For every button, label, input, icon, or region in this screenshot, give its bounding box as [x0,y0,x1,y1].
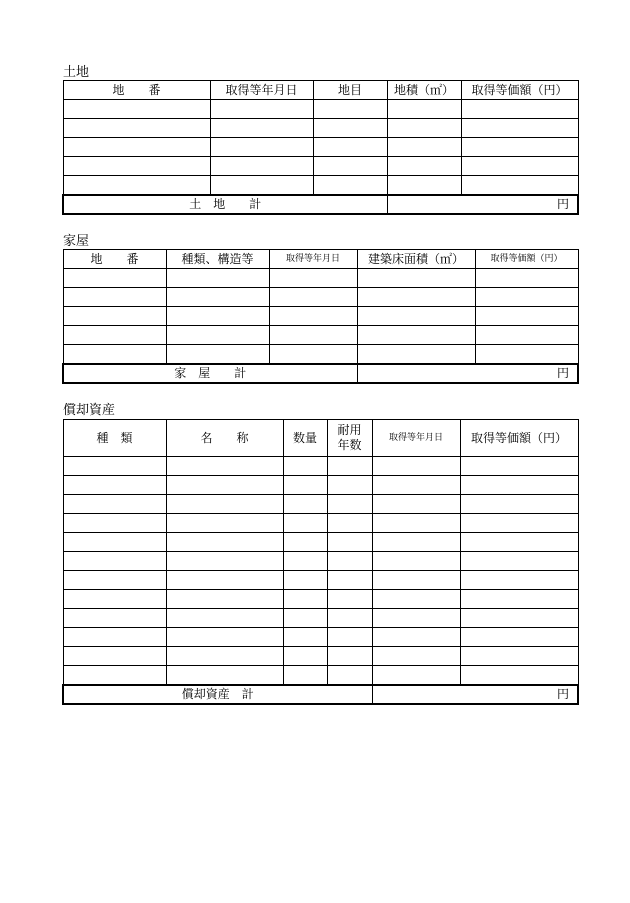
table-cell[interactable] [460,552,578,571]
depreciable-header-type: 種 類 [63,420,166,457]
land-total-row [63,195,578,214]
table-cell[interactable] [166,288,269,307]
table-cell[interactable] [63,533,166,552]
table-cell[interactable] [387,176,461,195]
depreciable-header-name: 名 称 [166,420,283,457]
house-header-acquisition-date: 取得等年月日 [269,250,357,269]
table-cell[interactable] [357,269,475,288]
table-row [63,514,578,533]
table-row [63,476,578,495]
table-cell[interactable] [283,628,327,647]
table-row [63,647,578,666]
table-cell[interactable] [387,119,461,138]
table-cell[interactable] [166,269,269,288]
table-cell[interactable] [460,590,578,609]
table-cell[interactable] [269,326,357,345]
table-row [63,666,578,685]
table-cell[interactable] [283,609,327,628]
table-cell[interactable] [327,666,372,685]
table-cell[interactable] [387,100,461,119]
table-cell[interactable] [63,345,166,364]
table-cell[interactable] [327,495,372,514]
table-cell[interactable] [327,590,372,609]
depreciable-header-quantity: 数量 [283,420,327,457]
table-row [63,157,578,176]
table-cell[interactable] [166,307,269,326]
table-cell[interactable] [327,552,372,571]
land-header-land-category: 地目 [313,81,387,100]
table-cell[interactable] [283,533,327,552]
table-cell[interactable] [357,326,475,345]
house-header-acquisition-value: 取得等価額（円） [475,250,578,269]
depreciable-header-acquisition-value: 取得等価額（円） [460,420,578,457]
table-cell[interactable] [166,571,283,590]
table-cell[interactable] [357,345,475,364]
table-cell[interactable] [372,514,460,533]
table-cell[interactable] [63,495,166,514]
table-cell[interactable] [460,476,578,495]
table-cell[interactable] [63,457,166,476]
table-cell[interactable] [387,157,461,176]
table-cell[interactable] [461,119,578,138]
table-cell[interactable] [63,571,166,590]
table-cell[interactable] [63,157,210,176]
table-cell[interactable] [327,514,372,533]
table-cell[interactable] [63,176,210,195]
table-row [63,138,578,157]
table-cell[interactable] [283,495,327,514]
table-row [63,176,578,195]
table-cell[interactable] [63,138,210,157]
table-cell[interactable] [460,647,578,666]
table-row [63,552,578,571]
table-cell[interactable] [283,476,327,495]
table-row [63,307,578,326]
table-cell[interactable] [283,666,327,685]
table-cell[interactable] [357,288,475,307]
land-table [62,80,579,215]
table-row [63,100,578,119]
house-total-row [63,364,578,383]
table-cell[interactable] [63,119,210,138]
table-cell[interactable] [63,590,166,609]
land-header-area: 地積（㎡） [387,81,461,100]
table-cell[interactable] [372,476,460,495]
house-total-label: 家 屋 計 [63,364,357,383]
table-cell[interactable] [283,514,327,533]
table-cell[interactable] [166,495,283,514]
table-cell[interactable] [372,495,460,514]
house-header-type-structure: 種類、構造等 [166,250,269,269]
depreciable-header-useful-life: 耐用年数 [327,420,372,457]
table-cell[interactable] [166,345,269,364]
table-cell[interactable] [475,269,578,288]
table-row [63,288,578,307]
table-cell[interactable] [63,514,166,533]
table-cell[interactable] [460,514,578,533]
table-cell[interactable] [63,307,166,326]
table-cell[interactable] [475,288,578,307]
table-cell[interactable] [372,533,460,552]
table-cell[interactable] [63,628,166,647]
table-cell[interactable] [461,176,578,195]
table-cell[interactable] [313,176,387,195]
table-row [63,457,578,476]
table-cell[interactable] [313,119,387,138]
table-cell[interactable] [166,609,283,628]
depreciable-total-label: 償却資産 計 [63,685,372,704]
table-cell[interactable] [372,590,460,609]
table-row [63,533,578,552]
table-cell[interactable] [327,609,372,628]
table-cell[interactable] [283,552,327,571]
table-row [63,609,578,628]
table-cell[interactable] [210,176,313,195]
table-cell[interactable] [63,476,166,495]
table-cell[interactable] [166,628,283,647]
table-row [63,345,578,364]
table-cell[interactable] [269,269,357,288]
table-cell[interactable] [63,326,166,345]
table-cell[interactable] [475,307,578,326]
table-row [63,495,578,514]
table-cell[interactable] [166,552,283,571]
table-cell[interactable] [63,100,210,119]
table-cell[interactable] [460,666,578,685]
table-row [63,571,578,590]
table-row [63,119,578,138]
land-header-acquisition-date: 取得等年月日 [210,81,313,100]
table-cell[interactable] [269,307,357,326]
table-cell[interactable] [327,571,372,590]
table-cell[interactable] [210,157,313,176]
table-cell[interactable] [63,647,166,666]
table-cell[interactable] [461,157,578,176]
table-cell[interactable] [166,666,283,685]
table-cell[interactable] [372,609,460,628]
table-cell[interactable] [166,533,283,552]
table-cell[interactable] [269,345,357,364]
table-cell[interactable] [63,609,166,628]
table-cell[interactable] [269,288,357,307]
table-row [63,590,578,609]
land-total-value[interactable]: 円 [387,195,578,214]
table-cell[interactable] [372,571,460,590]
table-cell[interactable] [313,138,387,157]
land-section-title: 土地 [63,65,90,80]
table-cell[interactable] [461,100,578,119]
table-cell[interactable] [210,138,313,157]
table-cell[interactable] [210,100,313,119]
table-cell[interactable] [313,157,387,176]
table-cell[interactable] [327,476,372,495]
table-cell[interactable] [166,476,283,495]
table-cell[interactable] [63,552,166,571]
depreciable-total-row [63,685,578,704]
table-cell[interactable] [372,647,460,666]
table-cell[interactable] [63,288,166,307]
table-cell[interactable] [475,345,578,364]
depreciable-table [62,419,579,705]
house-header-row [63,250,578,269]
house-total-value[interactable]: 円 [357,364,578,383]
table-row [63,326,578,345]
table-cell[interactable] [63,666,166,685]
table-cell[interactable] [460,571,578,590]
table-cell[interactable] [460,628,578,647]
table-cell[interactable] [166,326,269,345]
table-cell[interactable] [283,457,327,476]
table-cell[interactable] [461,138,578,157]
land-header-acquisition-value: 取得等価額（円） [461,81,578,100]
table-cell[interactable] [63,269,166,288]
table-cell[interactable] [327,533,372,552]
land-header-lot-number: 地 番 [63,81,210,100]
table-cell[interactable] [327,647,372,666]
table-cell[interactable] [166,590,283,609]
table-cell[interactable] [327,457,372,476]
table-cell[interactable] [460,495,578,514]
table-cell[interactable] [460,457,578,476]
land-total-label: 土 地 計 [63,195,387,214]
table-cell[interactable] [210,119,313,138]
table-row [63,269,578,288]
table-cell[interactable] [166,514,283,533]
depreciable-header-row [63,420,578,457]
table-cell[interactable] [166,647,283,666]
table-row [63,628,578,647]
table-cell[interactable] [327,628,372,647]
house-header-lot-number: 地 番 [63,250,166,269]
table-cell[interactable] [283,647,327,666]
table-cell[interactable] [460,609,578,628]
table-cell[interactable] [357,307,475,326]
table-cell[interactable] [313,100,387,119]
house-section-title: 家屋 [63,234,90,249]
land-header-row [63,81,578,100]
depreciable-header-acquisition-date: 取得等年月日 [372,420,460,457]
table-cell[interactable] [283,590,327,609]
table-cell[interactable] [283,571,327,590]
house-table [62,249,579,384]
table-cell[interactable] [387,138,461,157]
table-cell[interactable] [372,552,460,571]
depreciable-section-title: 償却資産 [63,403,116,418]
table-cell[interactable] [460,533,578,552]
table-cell[interactable] [372,457,460,476]
table-cell[interactable] [372,628,460,647]
house-header-floor-area: 建築床面積（㎡） [357,250,475,269]
depreciable-total-value[interactable]: 円 [372,685,578,704]
table-cell[interactable] [475,326,578,345]
table-cell[interactable] [372,666,460,685]
table-cell[interactable] [166,457,283,476]
